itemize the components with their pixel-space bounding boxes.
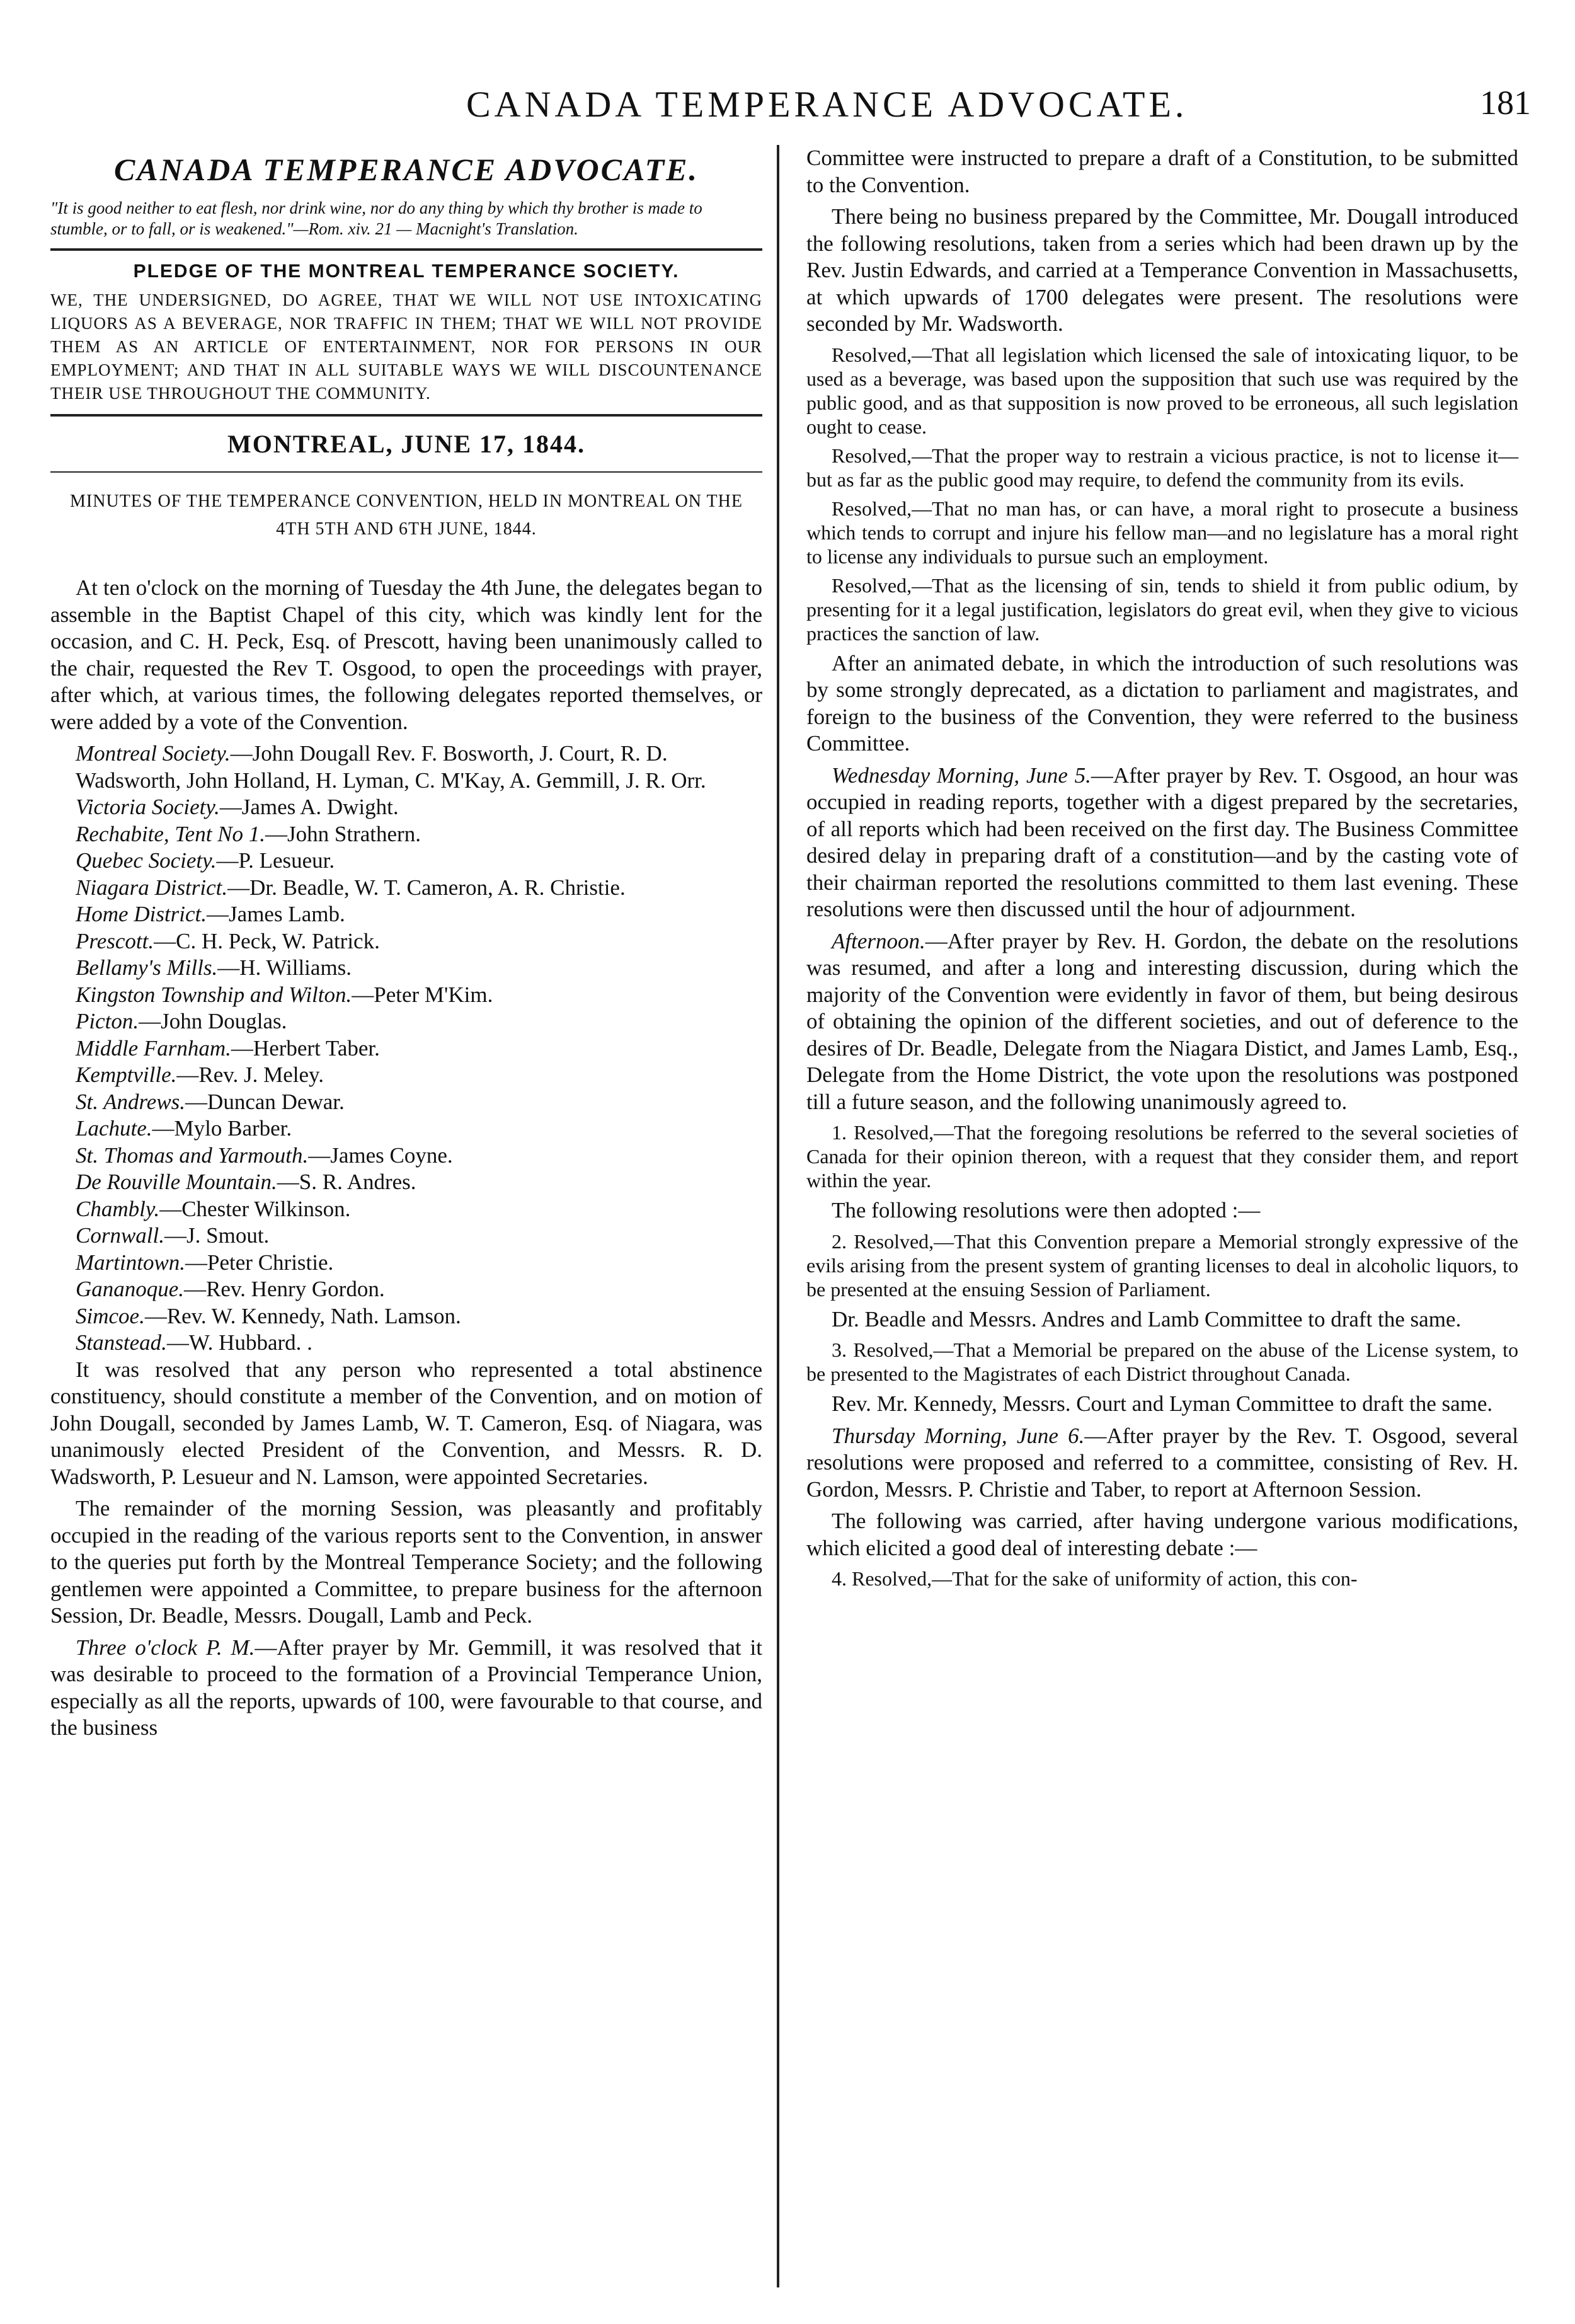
delegate-entry: Cornwall.—J. Smout. <box>76 1223 270 1248</box>
paragraph-wednesday: Wednesday Morning, June 5.—After prayer by Rev. T. Osgood, an hour was occupied in reading reports, together with a digest prepared by the secretaries, of all reports which had been received on the first day. The Business Committee desired delay in preparing draft of a constitution—and by the casting vote of their chairman reported the resolutions committed to them last evening. These resolutions were then discussed until the hour of adjournment. <box>806 762 1518 921</box>
delegate-entry: Prescott.—C. H. Peck, W. Patrick. <box>76 928 380 953</box>
resolution: Resolved,—That the proper way to restrain a vicious practice, is not to license it—but as far as the public good may require, to defend the community from its evils. <box>806 444 1518 491</box>
dateline: MONTREAL, JUNE 17, 1844. <box>227 430 586 458</box>
delegate-entry: Niagara District.—Dr. Beadle, W. T. Cameron, A. R. Christie. <box>76 875 626 900</box>
delegate-list <box>50 740 762 1357</box>
delegate-entry: Middle Farnham.—Herbert Taber. <box>76 1035 380 1061</box>
paragraph-kennedy-committee: Rev. Mr. Kennedy, Messrs. Court and Lyman Committee to draft the same. <box>832 1391 1493 1416</box>
delegate-entry: St. Andrews.—Duncan Dewar. <box>76 1089 345 1114</box>
numbered-resolution: 4. Resolved,—That for the sake of uniformity of action, this con- <box>832 1567 1358 1590</box>
numbered-resolution: 2. Resolved,—That this Convention prepare a Memorial strongly expressive of the evils arising from the present system of granting licenses to deal in alcoholic liquors, to be presented at the ensuing Session of Parliament. <box>806 1229 1518 1301</box>
pledge-title: PLEDGE OF THE MONTREAL TEMPERANCE SOCIETY. <box>133 261 680 282</box>
delegate-entry: Kemptville.—Rev. J. Meley. <box>76 1062 324 1087</box>
delegate-entry: Gananoque.—Rev. Henry Gordon. <box>76 1277 385 1301</box>
delegate-entry: Picton.—John Douglas. <box>76 1009 287 1033</box>
minutes-title: MINUTES OF THE TEMPERANCE CONVENTION, HELD IN MONTREAL ON THE 4TH 5TH AND 6TH JUNE, 1844. <box>70 492 743 539</box>
divider <box>50 414 762 417</box>
resolution: Resolved,—That no man has, or can have, a moral right to prosecute a business which tends to corrupt and injure his fellow man—and no legislature has a moral right to license any individuals to pursue such an employment. <box>806 497 1518 568</box>
paragraph-debate: After an animated debate, in which the introduction of such resolutions was by some strongly deprecated, as a dictation to parliament and magistrates, and foreign to the business of the Convention, they were referred to the business Committee. <box>806 650 1518 756</box>
right-column <box>806 145 1518 1596</box>
numbered-resolution: 1. Resolved,—That the foregoing resolutions be referred to the several societies of Canada for their opinion thereon, with a request that they consider them, and report within the year. <box>806 1121 1518 1192</box>
divider <box>50 471 762 473</box>
paragraph-beadle-committee: Dr. Beadle and Messrs. Andres and Lamb Committee to draft the same. <box>832 1306 1462 1332</box>
pledge-text: WE, THE UNDERSIGNED, DO AGREE, THAT WE WILL NOT USE INTOXICATING LIQUORS AS A BEVERAGE, NOR TRAFFIC IN THEM; THAT WE WILL NOT PROVIDE THEM AS AN ARTICLE OF ENTERTAINMENT, NOR FOR PERSONS IN OUR EMPLOYMENT; AND THAT IN ALL SUITABLE WAYS WE WILL DISCOUNTENANCE THEIR USE THROUGHOUT THE COMMUNITY. <box>50 290 762 403</box>
delegate-entry: Martintown.—Peter Christie. <box>76 1250 334 1275</box>
column-divider <box>777 145 779 2287</box>
running-title: CANADA TEMPERANCE ADVOCATE. <box>466 84 1188 125</box>
paragraph-no-business: There being no business prepared by the Committee, Mr. Dougall introduced the following resolutions, taken from a series which had been drawn up by the Rev. Justin Edwards, and carried at a Temperance Convention in Massachusetts, at which upwards of 1700 delegates were present. The resolutions were seconded by Mr. Wadsworth. <box>806 204 1518 336</box>
paragraph-following-carried: The following was carried, after having undergone various modifications, which elicited a good deal of interesting debate :— <box>806 1509 1518 1560</box>
paragraph-afternoon: Afternoon.—After prayer by Rev. H. Gordon, the debate on the resolutions was resumed, and after a long and interesting discussion, during which the majority of the Convention were evidently in favor of them, but being desirous of obtaining the opinion of the different societies, and out of deference to the desires of Dr. Beadle, Delegate from the Niagara Distict, and James Lamb, Esq., Delegate from the Home District, the vote upon the resolutions was postponed till a future season, and the following unanimously agreed to. <box>806 928 1518 1114</box>
delegate-entry: Lachute.—Mylo Barber. <box>76 1116 292 1141</box>
delegate-entry: Quebec Society.—P. Lesueur. <box>76 848 335 873</box>
delegate-entry: De Rouville Mountain.—S. R. Andres. <box>76 1170 416 1194</box>
paragraph-thursday: Thursday Morning, June 6.—After prayer by the Rev. T. Osgood, several resolutions were proposed and referred to a committee, consisting of Rev. H. Gordon, Messrs. P. Christie and Taber, to report at Afternoon Session. <box>806 1423 1518 1502</box>
delegate-entry: Chambly.—Chester Wilkinson. <box>76 1196 351 1221</box>
paragraph-three-oclock: Three o'clock P. M.—After prayer by Mr. Gemmill, it was resolved that it was desirable to proceed to the formation of a Provincial Temperance Union, especially as all the reports, upwards of 100, were favourable to that course, and the business <box>50 1635 762 1740</box>
paragraph-adopted: The following resolutions were then adopted :— <box>832 1198 1261 1222</box>
paragraph-committee: Committee were instructed to prepare a draft of a Constitution, to be submitted to the Convention. <box>806 146 1518 197</box>
resolution: Resolved,—That all legislation which licensed the sale of intoxicating liquor, to be used as a beverage, was based upon the supposition that such use was required by the public good, and as that supposition is now proved to be erroneous, all such legislation ought to cease. <box>806 343 1518 438</box>
paragraph-resolved-member: It was resolved that any person who represented a total abstinence constituency, should constitute a member of the Convention, and on motion of John Dougall, seconded by James Lamb, W. T. Cameron, Esq. of Niagara, was unanimously elected President of the Convention, and Messrs. R. D. Wadsworth, P. Lesueur and N. Lamson, were appointed Secretaries. <box>50 1357 762 1489</box>
divider <box>50 248 762 251</box>
page-number: 181 <box>1480 84 1531 122</box>
numbered-resolution: 3. Resolved,—That a Memorial be prepared on the abuse of the License system, to be presented to the Magistrates of each District throughout Canada. <box>806 1338 1518 1385</box>
delegate-entry: Stanstead.—W. Hubbard. . <box>76 1330 312 1355</box>
motto: "It is good neither to eat flesh, nor drink wine, nor do any thing by which thy brother is made to stumble, or to fall, or is weakened."—Rom. xiv. 21 — Macnight's Translation. <box>50 198 702 238</box>
masthead: CANADA TEMPERANCE ADVOCATE. <box>114 152 699 187</box>
left-column <box>50 145 762 1747</box>
delegate-entry: Kingston Township and Wilton.—Peter M'Kim. <box>76 982 493 1007</box>
delegate-entry: Victoria Society.—James A. Dwight. <box>76 795 399 819</box>
delegate-entry: St. Thomas and Yarmouth.—James Coyne. <box>76 1142 453 1168</box>
page-header <box>0 83 1575 134</box>
delegate-entry: Rechabite, Tent No 1.—John Strathern. <box>76 821 421 846</box>
delegate-entry: Bellamy's Mills.—H. Williams. <box>76 955 352 980</box>
intro-paragraph: At ten o'clock on the morning of Tuesday the 4th June, the delegates began to assemble in the Baptist Chapel of this city, which was kindly lent for the occasion, and C. H. Peck, Esq. of Prescott, having been unanimously called to the chair, requested the Rev T. Osgood, to open the proceedings with prayer, after which, at various times, the following delegates reported themselves, or were added by a vote of the Convention. <box>50 575 762 734</box>
paragraph-remainder: The remainder of the morning Session, was pleasantly and profitably occupied in the reading of the various reports sent to the Convention, in answer to the queries put forth by the Montreal Temperance Society; and the following gentlemen were appointed a Committee, to prepare business for the afternoon Session, Dr. Beadle, Messrs. Dougall, Lamb and Peck. <box>50 1496 762 1628</box>
delegate-entry: Home District.—James Lamb. <box>76 902 345 926</box>
resolution: Resolved,—That as the licensing of sin, tends to shield it from public odium, by presenting for it a legal justification, legislators do great evil, when they give to vicious practices the sanction of law. <box>806 573 1518 645</box>
delegate-entry: Montreal Society.—John Dougall Rev. F. Bosworth, J. Court, R. D. Wadsworth, John Holland, H. Lyman, C. M'Kay, A. Gemmill, J. R. Orr. <box>76 741 706 793</box>
delegate-entry: Simcoe.—Rev. W. Kennedy, Nath. Lamson. <box>76 1303 461 1328</box>
